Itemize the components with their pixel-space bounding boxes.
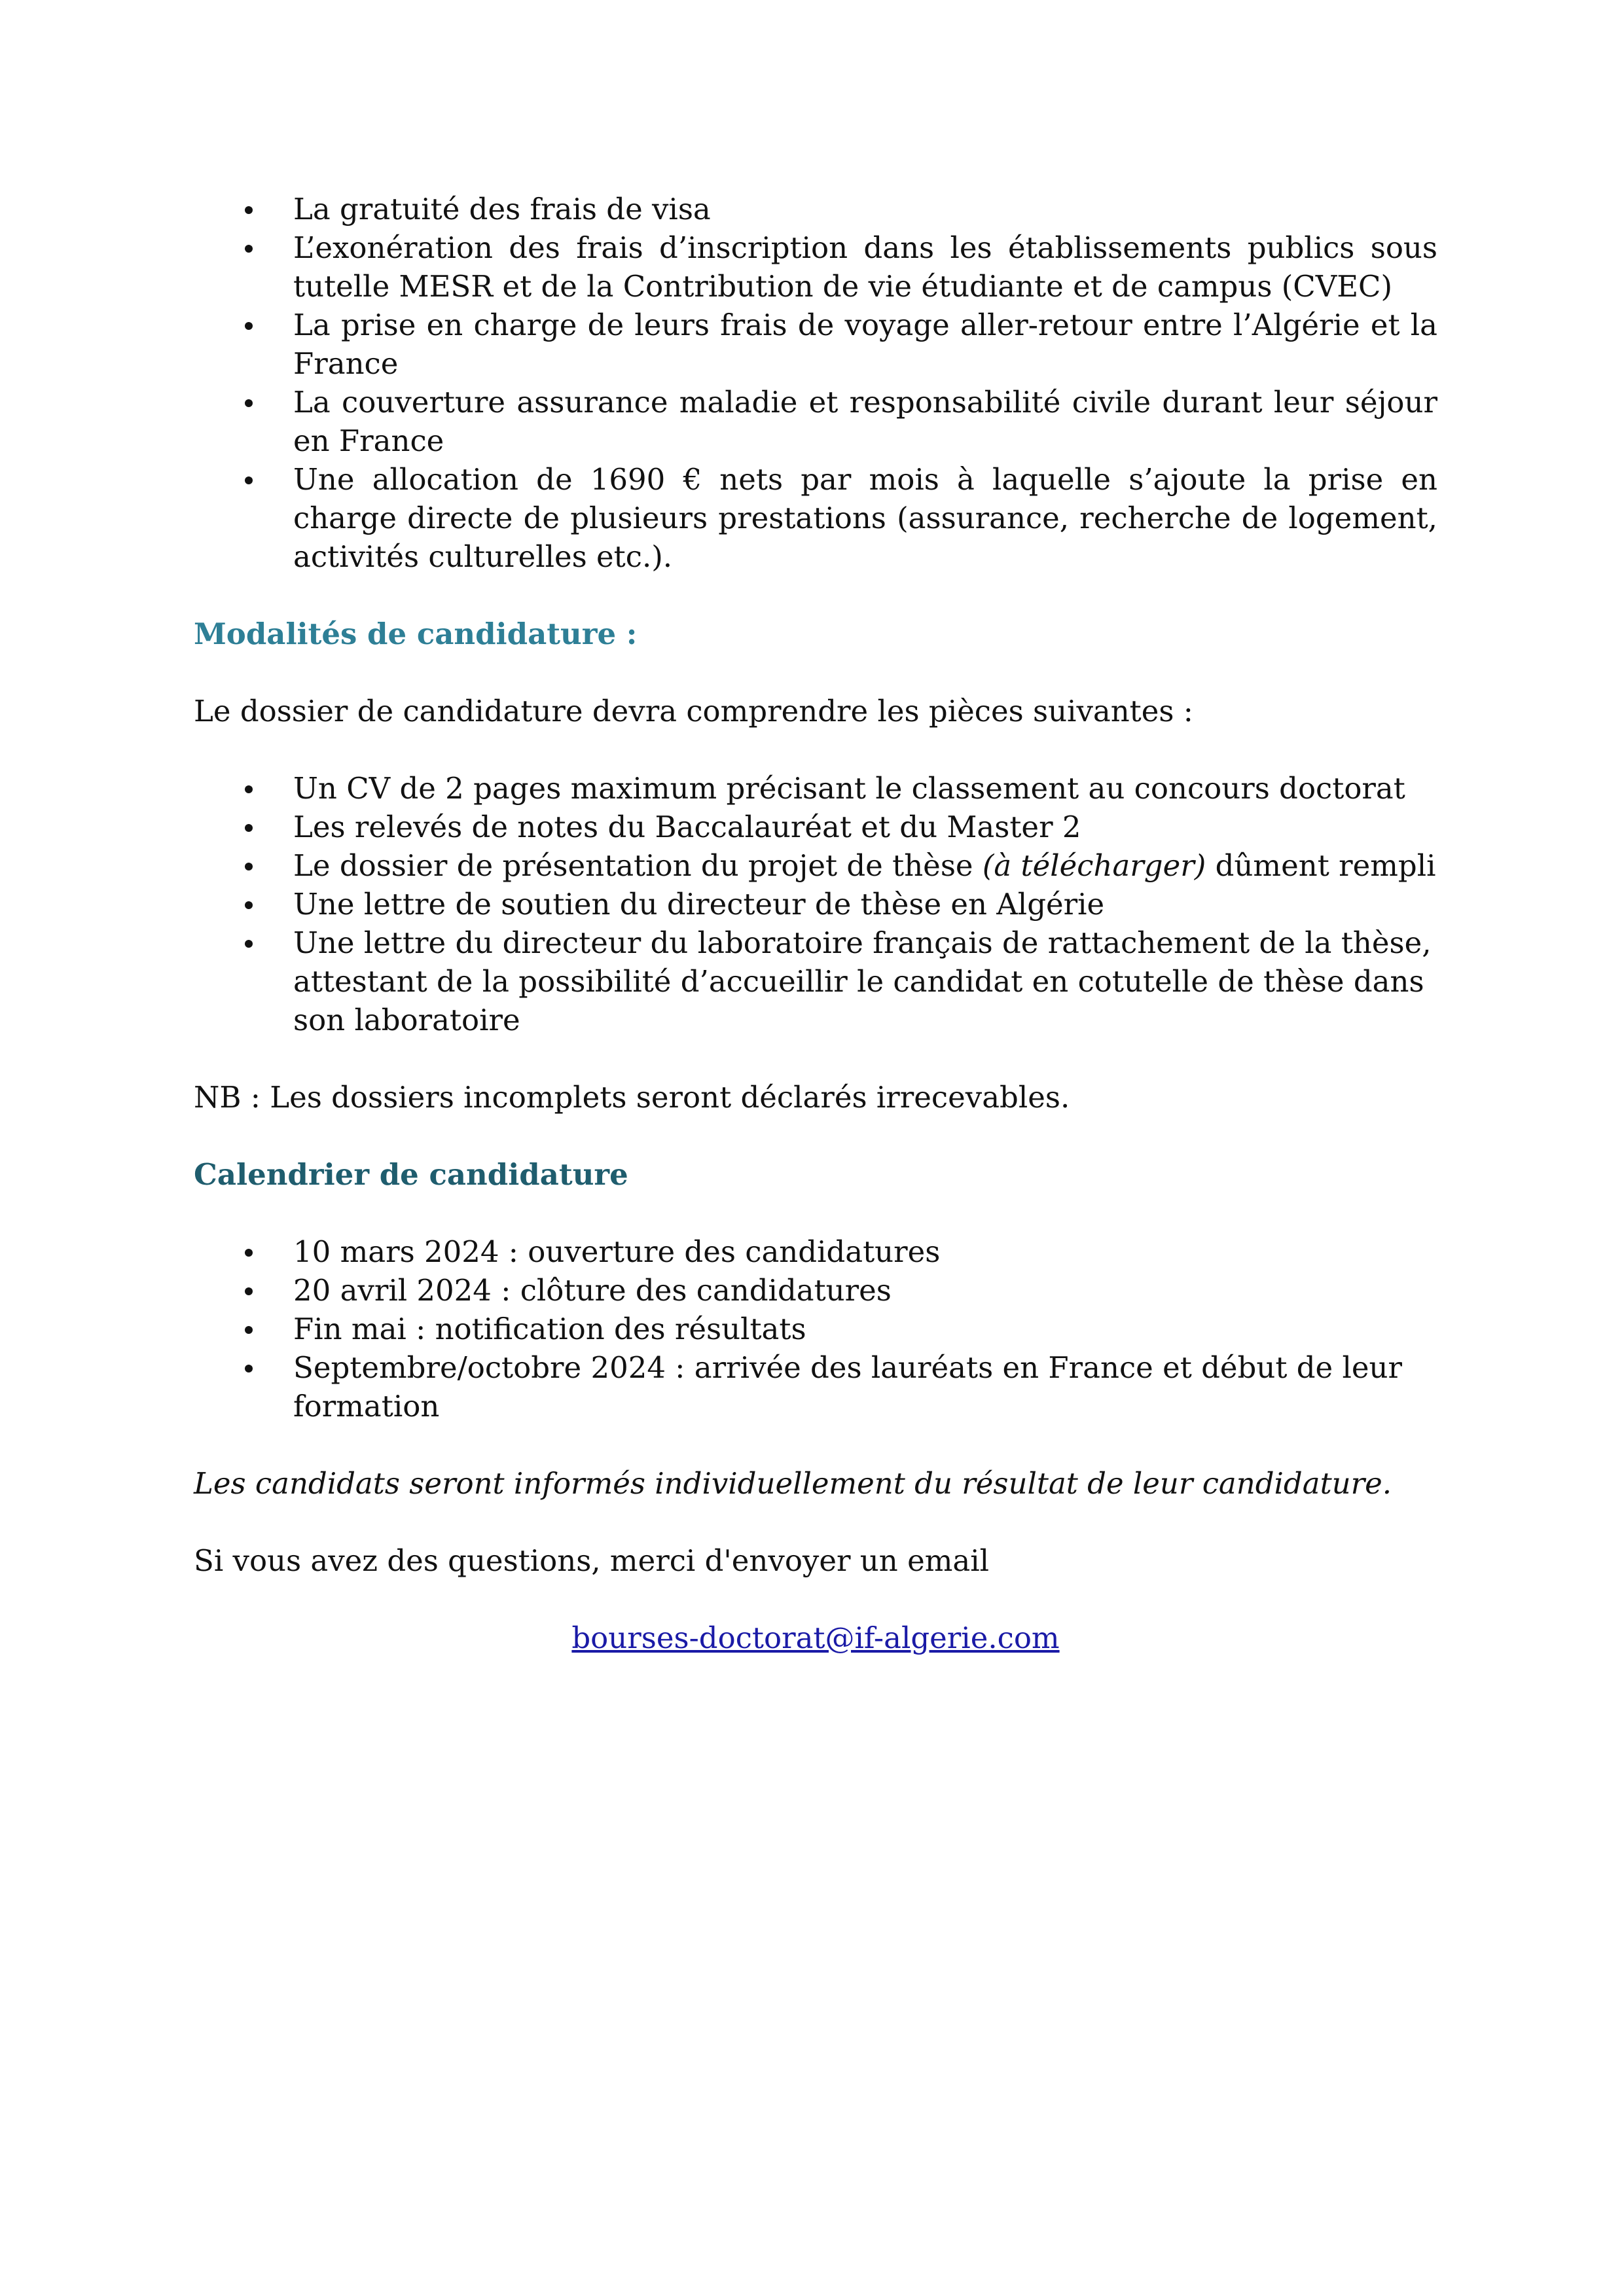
document-text: Un CV de 2 pages maximum précisant le classement au concours doctorat — [293, 771, 1405, 806]
benefit-text: La prise en charge de leurs frais de voyage aller-retour entre l’Algérie et la France — [293, 308, 1437, 381]
calendar-text: Fin mai : notification des résultats — [293, 1312, 806, 1346]
list-item — [194, 1310, 1437, 1348]
list-item — [194, 383, 1437, 460]
list-item — [194, 808, 1437, 846]
documents-list — [194, 769, 1437, 1039]
document-text-after: dûment rempli — [1206, 848, 1436, 883]
list-item — [194, 190, 1437, 228]
calendar-text: 20 avril 2024 : clôture des candidatures — [293, 1273, 892, 1308]
document-text: Les relevés de notes du Baccalauréat et du Master 2 — [293, 810, 1081, 844]
document-text-before: Le dossier de présentation du projet de thèse — [293, 848, 983, 883]
benefit-text: L’exonération des frais d’inscription dans les établissements publics sous tutelle MESR et de la Contribution de vie étudiante et de campus (CVEC) — [293, 230, 1437, 304]
document-text: Une lettre du directeur du laboratoire français de rattachement de la thèse, attestant de la possibilité d’accueillir le candidat en cotutelle de thèse dans son laboratoire — [293, 925, 1432, 1037]
list-item — [194, 924, 1437, 1039]
incomplete-note: NB : Les dossiers incomplets seront déclarés irrecevables. — [194, 1080, 1070, 1115]
modalites-heading: Modalités de candidature : — [194, 617, 638, 651]
questions-text: Si vous avez des questions, merci d'envoyer un email — [194, 1543, 989, 1578]
list-item — [194, 306, 1437, 383]
calendar-text: 10 mars 2024 : ouverture des candidatures — [293, 1234, 941, 1269]
list-item — [194, 1232, 1437, 1271]
benefit-text: La gratuité des frais de visa — [293, 192, 711, 226]
email-line — [194, 1619, 1437, 1657]
list-item — [194, 769, 1437, 808]
document-text: Une lettre de soutien du directeur de thèse en Algérie — [293, 887, 1105, 922]
benefits-list — [194, 190, 1437, 576]
calendar-text: Septembre/octobre 2024 : arrivée des lauréats en France et début de leur formation — [293, 1350, 1402, 1424]
list-item — [194, 228, 1437, 306]
calendrier-heading: Calendrier de candidature — [194, 1157, 628, 1192]
list-item — [194, 1271, 1437, 1310]
modalites-intro: Le dossier de candidature devra comprendre les pièces suivantes : — [194, 694, 1193, 728]
benefit-text: La couverture assurance maladie et responsabilité civile durant leur séjour en France — [293, 385, 1437, 458]
list-item — [194, 885, 1437, 924]
list-item — [194, 846, 1437, 885]
email-link[interactable]: bourses-doctorat@if-algerie.com — [571, 1621, 1060, 1655]
calendar-list — [194, 1232, 1437, 1426]
benefit-text: Une allocation de 1690 € nets par mois à laquelle s’ajoute la prise en charge directe de plusieurs prestations (assurance, recherche de logement, activités culturelles etc.). — [293, 462, 1437, 574]
list-item — [194, 1348, 1437, 1426]
document-page — [194, 190, 1437, 1657]
list-item — [194, 460, 1437, 576]
download-note[interactable]: (à télécharger) — [982, 848, 1206, 883]
results-info: Les candidats seront informés individuellement du résultat de leur candidature. — [194, 1466, 1392, 1501]
